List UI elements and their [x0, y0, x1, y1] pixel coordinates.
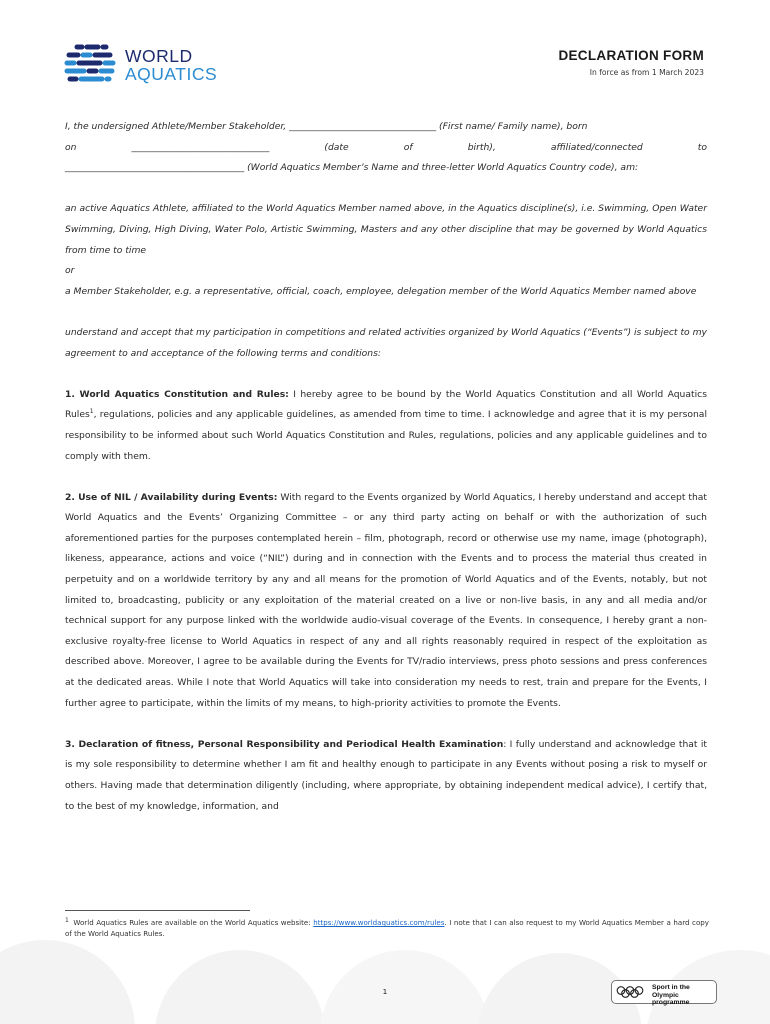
footnote-number: 1 — [65, 916, 69, 924]
section-1-text-cont: , regulations, policies and any applicable guidelines, as amended from time to time. I acknowledge and agree that it is my personal responsibility to be informed about such World Aquatics Constitution and Rules, regulations, policies and any applicable guidelines and to comply with them. — [65, 409, 707, 462]
option-athlete: an active Aquatics Athlete, affiliated to the World Aquatics Member named above, in the Aquatics discipline(s), i.e. Swimming, Open Water Swimming, Diving, High Diving, Water Polo, Artistic Swimming, Masters and any other discipline that may be governed by World Aquatics from time to time — [65, 203, 707, 256]
olympic-line-1: Sport in the — [652, 984, 690, 991]
intro-word: to — [697, 141, 707, 153]
logo-text-world: WORLD — [125, 46, 193, 66]
intro-word: birth), — [467, 141, 496, 153]
intro-word: on — [65, 141, 77, 153]
rules-link[interactable]: https://www.worldaquatics.com/rules — [313, 918, 445, 927]
footnote-ref[interactable]: 1 — [89, 408, 94, 416]
world-aquatics-logo-icon — [64, 44, 120, 86]
world-aquatics-logo — [64, 44, 254, 86]
olympic-programme-badge — [611, 980, 717, 1007]
intro-word: of — [403, 141, 413, 153]
section-1 — [65, 385, 707, 467]
olympic-line-2: Olympic programme — [652, 991, 690, 1007]
olympic-badge-text — [652, 984, 716, 1007]
olympic-rings-icon — [616, 986, 648, 998]
section-3-text: : I fully understand and acknowledge that it is my sole responsibility to determine whether I am fit and healthy enough to participate in any Events without posing a risk to myself or others. Having made that determination diligently (including, where appropriate, by obtaining independent medical advice), I certify that, to the best of my knowledge, information, and — [65, 738, 707, 812]
footnote-text-cont: . I note that I can also request to my World Aquatics Member a hard copy of the World Aquatics Rules. — [65, 918, 710, 938]
intro-line-3: _______________________________________ (World Aquatics Member’s Name and three-letter World Aquatics Country code), am: — [65, 162, 639, 174]
section-1-heading: 1. World Aquatics Constitution and Rules: — [65, 388, 289, 400]
intro-word: affiliated/connected — [550, 141, 643, 153]
footnote-divider — [65, 910, 250, 911]
intro-word: (date — [324, 141, 349, 153]
section-2 — [65, 488, 707, 715]
birth-date-blank: ______________________________ — [131, 141, 270, 153]
section-2-text: With regard to the Events organized by World Aquatics, I hereby understand and accept that World Aquatics and the Events’ Organizing Committee – or any third party acting on behalf or with the authorization of such aforementioned parties for the purposes contemplated herein – film, photograph, record or otherwise use my name, image (photograph), likeness, appearance, actions and voice (“NIL”) during and in connection with the Events and to process the material thus created in perpetuity and on a worldwide territory by any and all means for the promotion of World Aquatics and of the Events, notably, but not limited to, broadcasting, publicity or any exploitation of the material created on a live or non-live basis, in any and all media and/or technical support for any purpose linked with the worldwide audio-visual coverage of the Events. In consequence, I hereby grant a non-exclusive royalty-free license to World Aquatics in respect of any and all rights reasonably required in respect of the exploitation as described above. Moreover, I agree to be available during the Events for TV/radio interviews, press photo sessions and press conferences at the dedicated areas. While I note that World Aquatics will take into consideration my needs to rest, train and prepare for the Events, I further agree to participate, within the limits of my means, to high-priority activities to promote the Events. — [65, 491, 707, 709]
form-title: DECLARATION FORM — [558, 48, 704, 63]
form-subtitle: In force as from 1 March 2023 — [589, 68, 704, 77]
intro-line-2 — [65, 138, 707, 159]
section-1-text: I hereby agree to be bound by the World Aquatics Constitution and all World Aquatics Rules — [65, 388, 707, 421]
page-number: 1 — [382, 987, 388, 996]
logo-text-aquatics: AQUATICS — [125, 64, 218, 84]
declaration-body — [65, 117, 707, 817]
section-3 — [65, 735, 707, 817]
option-or: or — [65, 265, 75, 277]
understand-paragraph: understand and accept that my participation in competitions and related activities organized by World Aquatics (“Events”) is subject to my agreement to and acceptance of the following terms and conditions: — [65, 326, 707, 359]
section-3-heading: 3. Declaration of fitness, Personal Responsibility and Periodical Health Examination — [65, 738, 504, 750]
option-stakeholder: a Member Stakeholder, e.g. a representative, official, coach, employee, delegation member of the World Aquatics Member named above — [65, 285, 697, 297]
intro-line-1: I, the undersigned Athlete/Member Stakeholder, ________________________________ (First name/ Family name), born — [65, 121, 588, 132]
footnote-text: World Aquatics Rules are available on the World Aquatics website: — [70, 918, 314, 927]
section-2-heading: 2. Use of NIL / Availability during Events: — [65, 491, 278, 503]
